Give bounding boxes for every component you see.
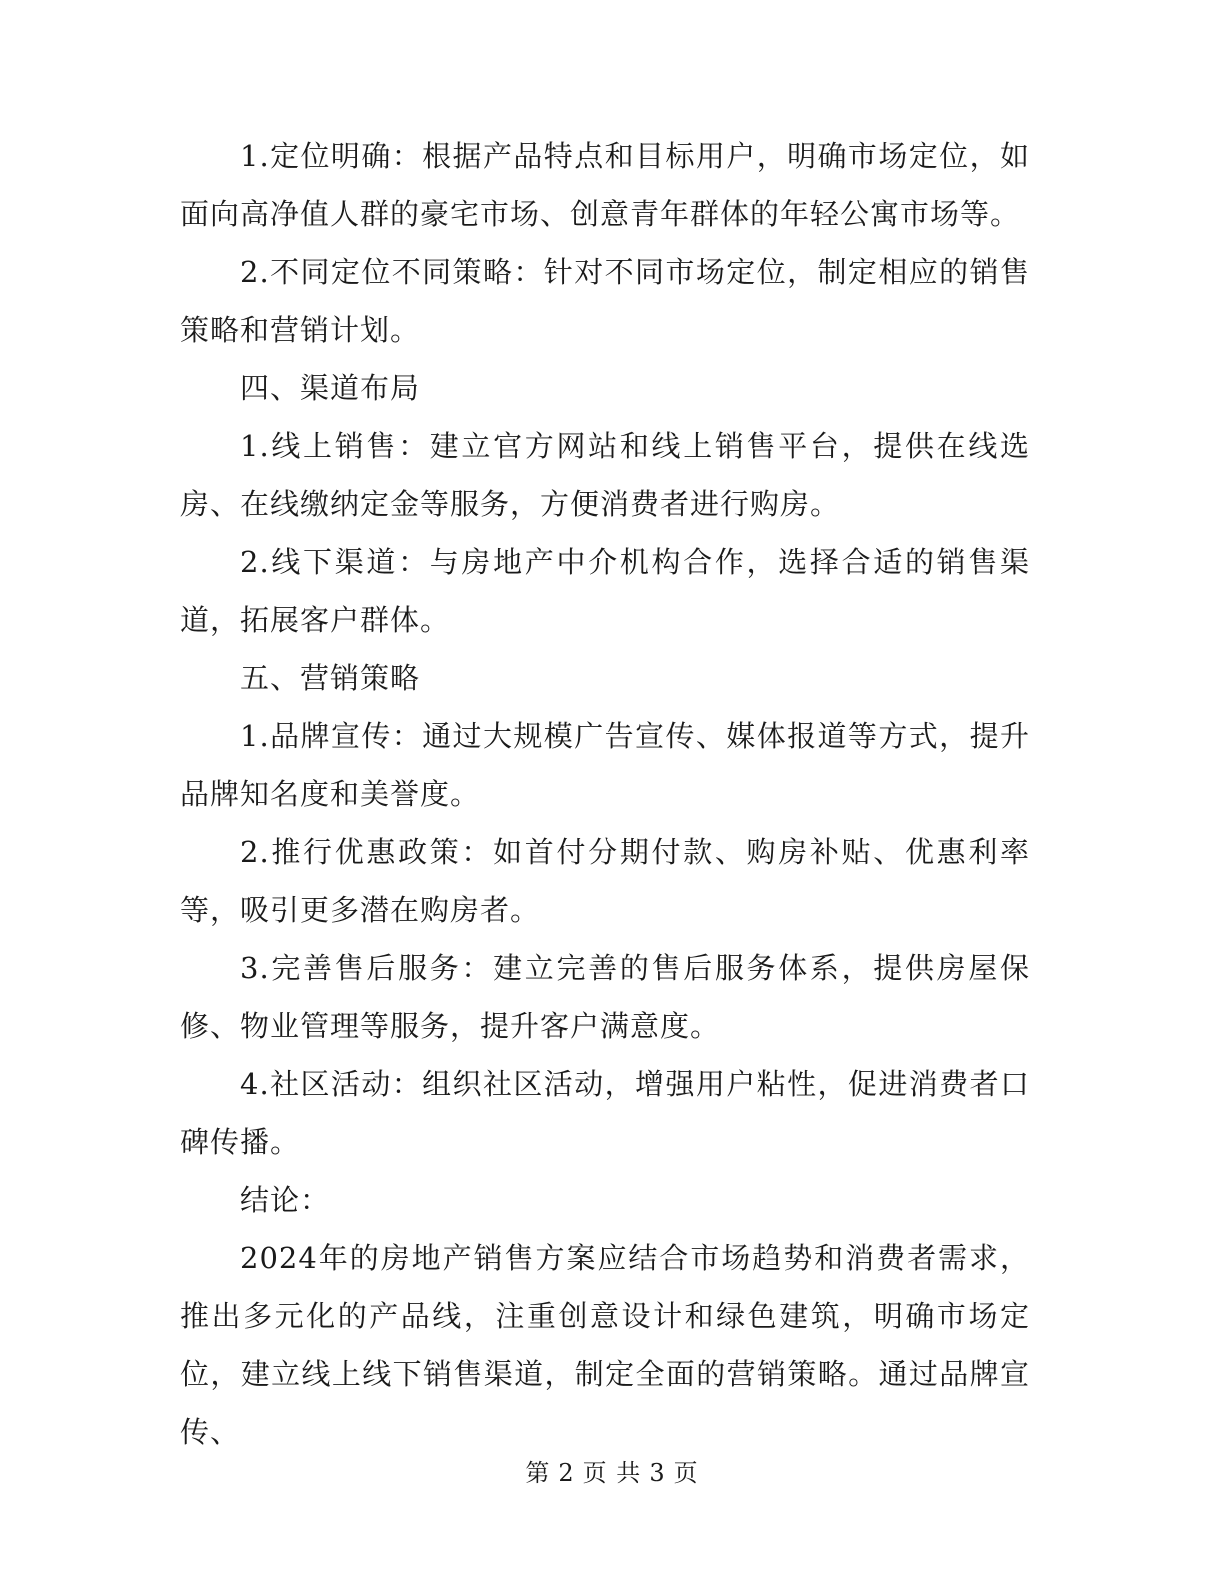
page-footer xyxy=(0,1458,1224,1488)
page-label-mid: 页 共 xyxy=(582,1459,642,1487)
paragraph-conclusion: 2024年的房地产销售方案应结合市场趋势和消费者需求，推出多元化的产品线，注重创意设计和绿色建筑，明确市场定位，建立线上线下销售渠道，制定全面的营销策略。通过品牌宣传、 xyxy=(180,1241,1030,1449)
paragraph-discount-policy: 2.推行优惠政策：如首付分期付款、购房补贴、优惠利率等，吸引更多潜在购房者。 xyxy=(180,835,1030,927)
paragraph-positioning-clear: 1.定位明确：根据产品特点和目标用户，明确市场定位，如面向高净值人群的豪宅市场、创意青年群体的年轻公寓市场等。 xyxy=(180,139,1030,231)
paragraph-positioning-strategy: 2.不同定位不同策略：针对不同市场定位，制定相应的销售策略和营销计划。 xyxy=(180,255,1030,347)
section-heading-conclusion: 结论： xyxy=(240,1183,331,1217)
paragraph-brand-promotion: 1.品牌宣传：通过大规模广告宣传、媒体报道等方式，提升品牌知名度和美誉度。 xyxy=(180,719,1030,811)
page-label-suffix: 页 xyxy=(673,1459,699,1487)
paragraph-online-sales: 1.线上销售：建立官方网站和线上销售平台，提供在线选房、在线缴纳定金等服务，方便消费者进行购房。 xyxy=(180,429,1030,521)
paragraph-community-events: 4.社区活动：组织社区活动，增强用户粘性，促进消费者口碑传播。 xyxy=(180,1067,1030,1159)
paragraph-after-sales: 3.完善售后服务：建立完善的售后服务体系，提供房屋保修、物业管理等服务，提升客户满意度。 xyxy=(180,951,1030,1043)
page-label-prefix: 第 xyxy=(525,1459,551,1487)
document-body xyxy=(180,127,1030,1461)
section-heading-channels: 四、渠道布局 xyxy=(240,371,421,405)
total-pages-number: 3 xyxy=(649,1459,666,1487)
current-page-number: 2 xyxy=(558,1459,575,1487)
paragraph-offline-channels: 2.线下渠道：与房地产中介机构合作，选择合适的销售渠道，拓展客户群体。 xyxy=(180,545,1030,637)
section-heading-marketing: 五、营销策略 xyxy=(240,661,421,695)
